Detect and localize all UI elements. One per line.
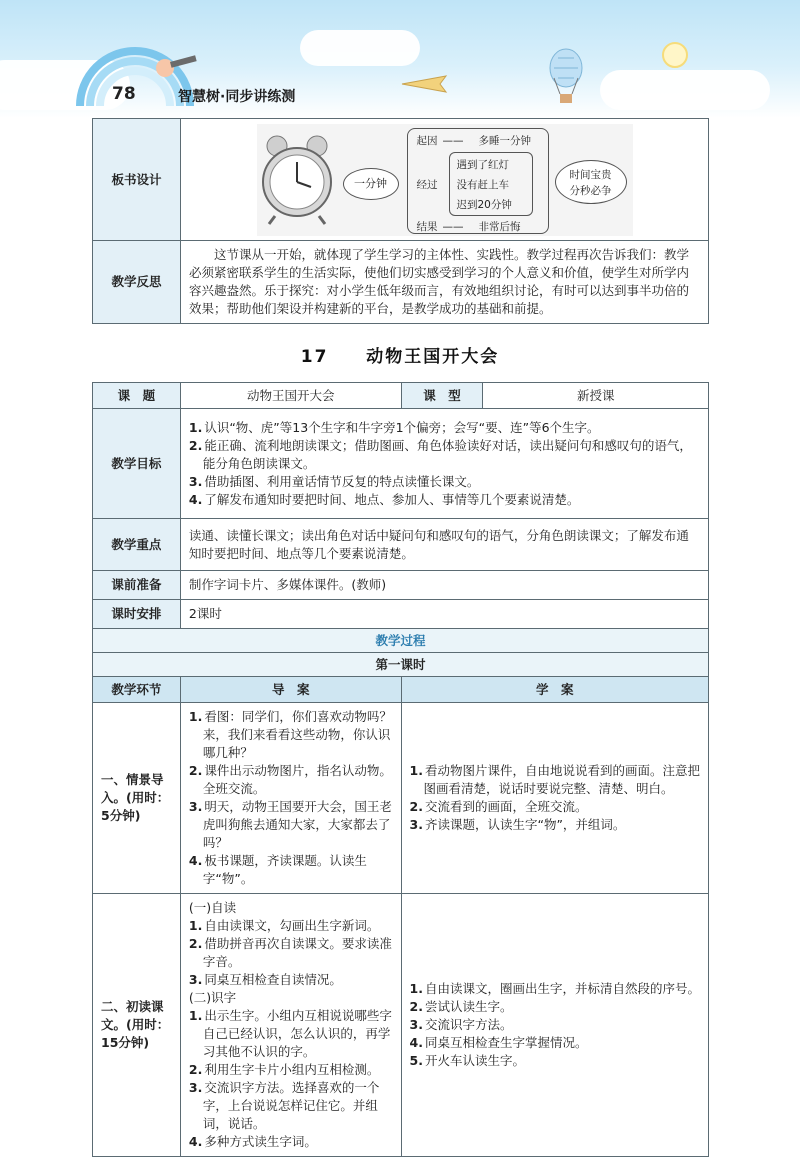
conclusion-line: 分秒必争: [569, 184, 612, 197]
list-item: 2. 能正确、流利地朗读课文；借助图画、角色体验读好对话，读出疑问句和感叹句的语气，能分角色朗读课文。: [188, 437, 692, 471]
hot-air-balloon-icon: [548, 48, 584, 108]
list-item: 1. 看图：同学们，你们喜欢动物吗？来，我们来看看这些动物，你认识哪几种？: [188, 709, 392, 760]
sun-icon: [662, 42, 688, 68]
list-item: 3. 齐读课题，认读生字“物”，并组词。: [409, 817, 626, 832]
stage-detail: 多睡一分钟: [478, 134, 531, 147]
list-item: 3. 交流识字方法。: [409, 1017, 513, 1032]
process-header-row: [93, 677, 709, 703]
process-title-row: [93, 629, 709, 653]
col-guide-header: 导 案: [180, 677, 401, 703]
stage-detail: 没有赶上车: [456, 178, 509, 191]
guide-list: [189, 917, 393, 989]
col-study-header: 学 案: [401, 677, 708, 703]
page-number: 78: [112, 84, 136, 104]
board-design-label: 板书设计: [93, 119, 181, 241]
conclusion-line: 时间宝贵: [569, 168, 612, 181]
topic-label: 课 题: [93, 383, 181, 409]
focus-label: 教学重点: [93, 519, 181, 571]
list-item: 1. 看动物图片课件，自由地说说看到的画面。注意把图画看清楚，说话时要说完整、清楚、明白。: [409, 763, 700, 796]
lesson-plan-table: [92, 382, 709, 1157]
reflection-row: [93, 241, 709, 324]
goals-label: 教学目标: [93, 409, 181, 519]
list-item: 2. 交流看到的画面，全班交流。: [409, 799, 588, 814]
stage-label: 起因: [416, 134, 438, 147]
guide-subtitle: (一)自读: [188, 900, 237, 915]
list-item: 1. 自由读课文，圈画出生字，并标清自然段的序号。: [409, 981, 700, 996]
list-item: 3. 交流识字方法。选择喜欢的一个字，上台说说怎样记住它。并组词，说话。: [188, 1080, 380, 1131]
lesson-title: 第一课时: [93, 653, 709, 677]
topic-row: [93, 383, 709, 409]
step-name: 二、初读课文。(用时：15分钟): [93, 894, 181, 1157]
reflection-text: 这节课从一开始，就体现了学生学习的主体性、实践性。教学过程再次告诉我们：教学必须紧密联系学生的生活实际，使他们切实感受到学习的个人意义和价值，使学生对所学内容兴趣盎然。乐于探究：对小学生低年级而言，有效地组织讨论，有时可以达到事半功倍的效果；帮助他们架设并构建新的平台，是教学成功的基础和前提。: [181, 241, 709, 324]
cloud-decoration: [600, 70, 770, 110]
step-name: 一、情景导入。(用时：5分钟): [93, 703, 181, 894]
center-topic: 一分钟: [343, 168, 399, 200]
stage-label: 结果: [416, 220, 438, 233]
study-cell: [401, 894, 708, 1157]
focus-row: [93, 519, 709, 571]
guide-subtitle: (二)识字: [188, 990, 237, 1005]
schedule-text: 2课时: [180, 600, 708, 629]
chapter-name: 动物王国开大会: [366, 347, 500, 367]
list-item: 2. 尝试认读生字。: [409, 999, 513, 1014]
conclusion-oval: [555, 160, 627, 204]
board-diagram: 一分钟 起因 —— 多睡一分钟 经过 遇到了红灯 没有赶上车 迟到20分钟 结果 —— 非常后悔 时间宝贵 分秒必争: [257, 124, 633, 236]
goals-row: [93, 409, 709, 519]
list-item: 1. 自由读课文，勾画出生字新词。: [188, 918, 380, 933]
list-item: 4. 多种方式读生字词。: [188, 1134, 317, 1149]
schedule-row: [93, 600, 709, 629]
process-title: 教学过程: [93, 629, 709, 653]
book-title: 智慧树·同步讲练测: [178, 89, 296, 105]
list-item: 3. 同桌互相检查自读情况。: [188, 972, 342, 987]
list-item: 3. 借助插图、利用童话情节反复的特点读懂长课文。: [188, 473, 480, 489]
goals-list: [189, 419, 700, 509]
stage-detail: 迟到20分钟: [456, 198, 512, 211]
board-design-row: [93, 119, 709, 241]
topic-value: 动物王国开大会: [180, 383, 401, 409]
board-reflection-table: [92, 118, 709, 324]
list-item: 1. 出示生字。小组内互相说说哪些字自己已经认识，怎么认识的，再学习其他不认识的字。: [188, 1008, 392, 1059]
airplane-icon: [400, 68, 450, 98]
chapter-title: [0, 342, 800, 367]
type-label: 课 型: [401, 383, 483, 409]
type-value: 新授课: [483, 383, 709, 409]
prep-label: 课前准备: [93, 571, 181, 600]
list-item: 2. 课件出示动物图片，指名认动物。全班交流。: [188, 763, 392, 796]
alarm-clock-icon: [257, 132, 337, 228]
chapter-number: 17: [300, 347, 329, 367]
guide-cell: [180, 703, 401, 894]
stage-detail: 非常后悔: [478, 220, 521, 233]
step-row: [93, 703, 709, 894]
guide-cell: [180, 894, 401, 1157]
col-step-header: 教学环节: [93, 677, 181, 703]
list-item: 1. 认识“物、虎”等13个生字和牛字旁1个偏旁；会写“要、连”等6个生字。: [188, 419, 600, 435]
page-header: [0, 0, 800, 118]
list-item: 2. 借助拼音再次自读课文。要求读准字音。: [188, 936, 392, 969]
stage-detail: 遇到了红灯: [456, 158, 509, 171]
board-design-cell: [181, 119, 709, 241]
focus-text: 读通、读懂长课文；读出角色对话中疑问句和感叹句的语气，分角色朗读课文；了解发布通知时要把时间、地点等几个要素说清楚。: [180, 519, 708, 571]
schedule-label: 课时安排: [93, 600, 181, 629]
study-cell: [401, 703, 708, 894]
cloud-decoration: [300, 30, 420, 66]
step-row: [93, 894, 709, 1157]
goals-cell: [180, 409, 708, 519]
lesson-title-row: [93, 653, 709, 677]
list-item: 5. 开火车认读生字。: [409, 1053, 525, 1068]
prep-row: [93, 571, 709, 600]
list-item: 4. 了解发布通知时要把时间、地点、参加人、事情等几个要素说清楚。: [188, 491, 580, 507]
study-list: [410, 762, 700, 834]
list-item: 4. 板书课题，齐读课题。认读生字“物”。: [188, 853, 367, 886]
guide-list: [189, 708, 393, 888]
list-item: 3. 明天，动物王国要开大会，国王老虎叫狗熊去通知大家，大家都去了吗？: [188, 799, 392, 850]
prep-text: 制作字词卡片、多媒体课件。(教师): [180, 571, 708, 600]
list-item: 2. 利用生字卡片小组内互相检测。: [188, 1062, 380, 1077]
list-item: 4. 同桌互相检查生字掌握情况。: [409, 1035, 588, 1050]
reflection-label: 教学反思: [93, 241, 181, 324]
stage-label: 经过: [416, 178, 438, 191]
study-list: [410, 980, 700, 1070]
